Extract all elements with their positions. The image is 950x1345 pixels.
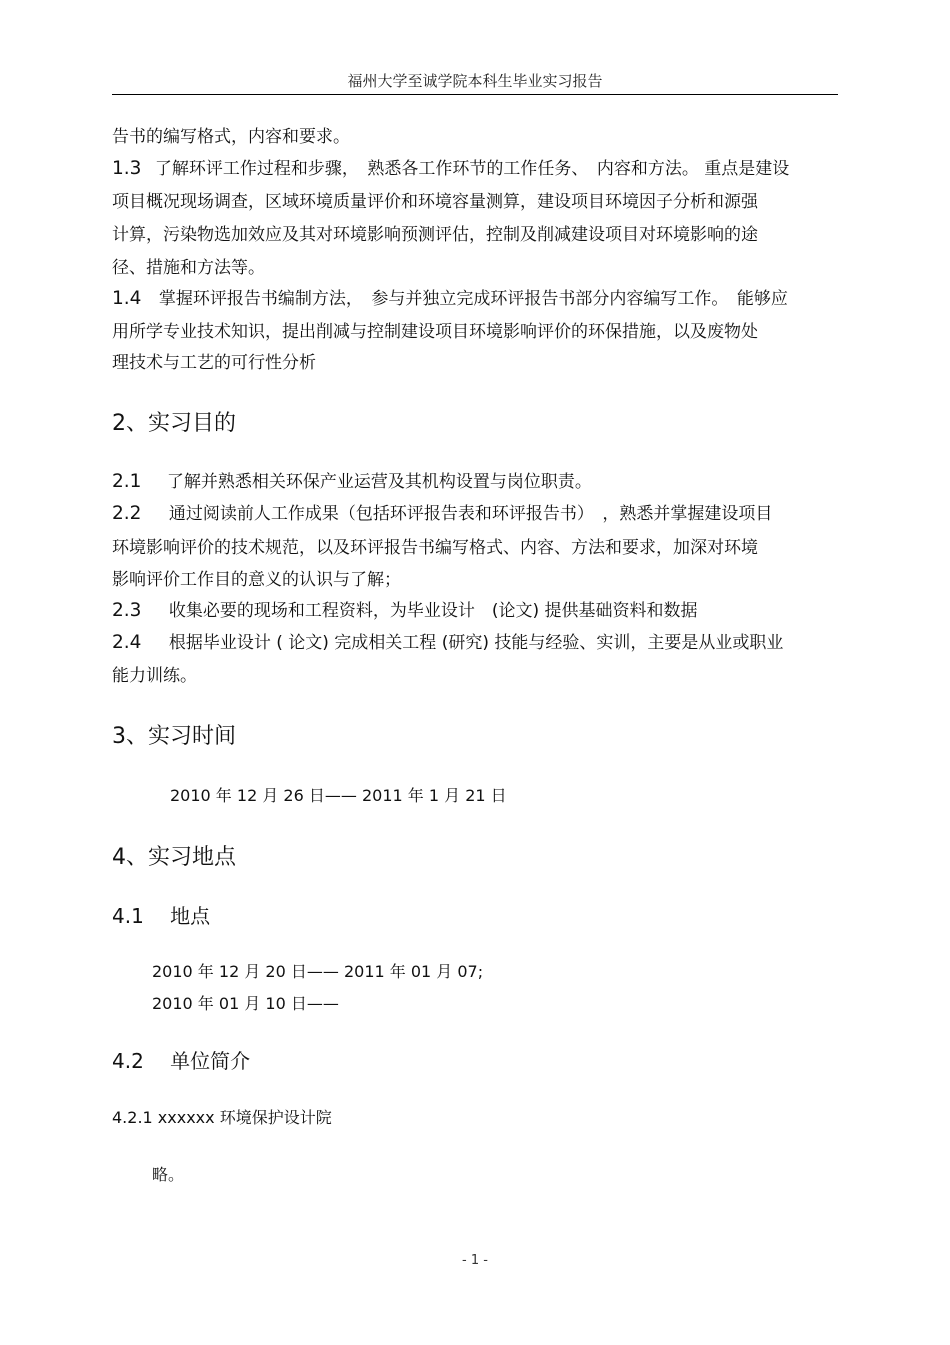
subsection-4-2-1-body: 略。 [152, 1165, 185, 1184]
section-heading-3: 3、实习时间 [112, 724, 236, 749]
item-2-4-line-2: 能力训练。 [112, 666, 197, 686]
item-text: 掌握环评报告书编制方法， 参与并独立完成环评报告书部分内容编写工作。 能够应 [158, 289, 788, 309]
item-number: 2.1 [112, 471, 142, 492]
subsection-4-2 [112, 1045, 250, 1074]
item-number: 1.4 [112, 288, 142, 309]
item-text: 根据毕业设计 ( 论文) 完成相关工程 (研究) 技能与经验、实训，主要是从业或职业 [168, 633, 784, 653]
item-text: 了解环评工作过程和步骤， 熟悉各工作环节的工作任务、 内容和方法。 重点是建设 [154, 159, 790, 179]
location-date-2: 2010 年 01 月 10 日—— [152, 994, 339, 1013]
item-1-4-line-1 [112, 284, 788, 309]
item-1-4-line-2: 用所学专业技术知识，提出削减与控制建设项目环境影响评价的环保措施，以及废物处 [112, 322, 758, 342]
item-1-3-line-1 [112, 154, 789, 179]
page-header: 福州大学至诚学院本科生毕业实习报告 [347, 72, 603, 90]
subsection-number: 4.1 [112, 904, 144, 928]
item-2-2-line-1 [112, 499, 772, 524]
header-rule [112, 94, 838, 95]
item-1-3-line-2: 项目概况现场调查，区域环境质量评价和环境容量测算，建设项目环境因子分析和源强 [112, 192, 758, 212]
subsection-title: 单位简介 [170, 1049, 251, 1073]
item-2-2-line-3: 影响评价工作目的意义的认识与了解； [112, 570, 401, 590]
subsection-4-1 [112, 900, 210, 929]
item-2-3 [112, 596, 698, 621]
item-2-1 [112, 467, 592, 492]
page-number: - 1 - [462, 1253, 488, 1268]
item-number: 2.4 [112, 632, 142, 653]
item-1-3-line-4: 径、措施和方法等。 [112, 258, 265, 278]
item-number: 2.2 [112, 503, 142, 524]
item-number: 2.3 [112, 600, 142, 621]
item-1-3-line-3: 计算，污染物选加效应及其对环境影响预测评估，控制及削减建设项目对环境影响的途 [112, 225, 758, 245]
item-2-4-line-1 [112, 628, 783, 653]
item-1-4-line-3: 理技术与工艺的可行性分析 [112, 353, 316, 373]
item-text: 收集必要的现场和工程资料，为毕业设计 (论文) 提供基础资料和数据 [168, 601, 698, 621]
subsection-number: 4.2 [112, 1049, 144, 1073]
item-text: 通过阅读前人工作成果（包括环评报告表和环评报告书） ，熟悉并掌握建设项目 [168, 504, 773, 524]
item-text: 了解并熟悉相关环保产业运营及其机构设置与岗位职责。 [166, 472, 592, 492]
internship-period: 2010 年 12 月 26 日—— 2011 年 1 月 21 日 [170, 786, 507, 805]
item-2-2-line-2: 环境影响评价的技术规范，以及环评报告书编写格式、内容、方法和要求，加深对环境 [112, 538, 758, 558]
location-date-1: 2010 年 12 月 20 日—— 2011 年 01 月 07; [152, 962, 484, 981]
subsection-4-2-1-label: 4.2.1 xxxxxx 环境保护设计院 [112, 1108, 332, 1127]
section-heading-4: 4、实习地点 [112, 845, 236, 870]
section-heading-2: 2、实习目的 [112, 411, 236, 436]
item-number: 1.3 [112, 158, 142, 179]
subsection-title: 地点 [170, 904, 211, 928]
para-continuation: 告书的编写格式，内容和要求。 [112, 127, 350, 147]
